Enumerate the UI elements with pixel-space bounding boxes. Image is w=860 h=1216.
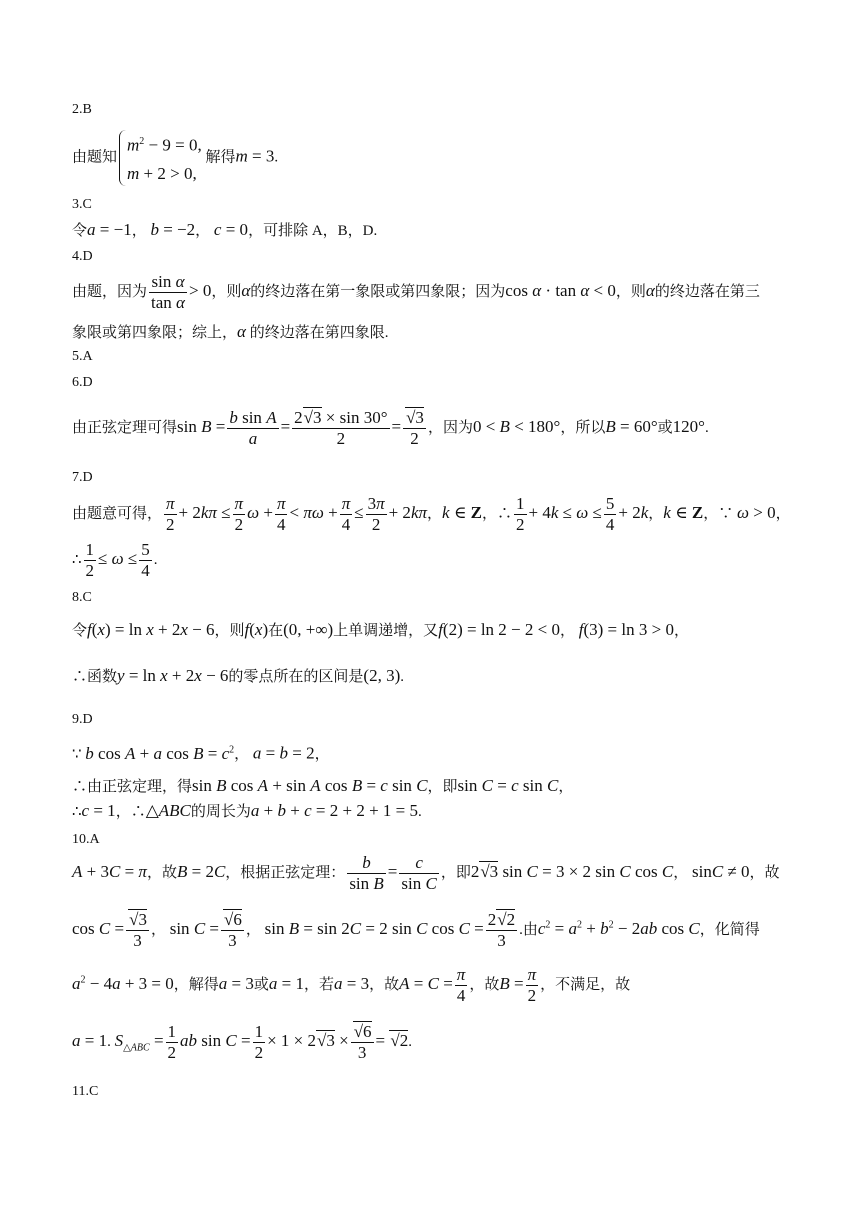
solution-10-text: .由 [519,921,538,938]
solution-10-text: ，若 [304,976,335,993]
answer-7: 7.D [72,470,93,485]
solution-4-line2: 象限或第四象限；综上，α 的终边落在第四象限. [72,322,389,341]
solution-10-text: ，故 [369,976,400,993]
solution-9-text: 的周长为 [190,804,251,820]
solution-10-line4: a = 1. $S_{\triangle ABC}$ = $\frac{1}{2}$ ab sin C = $\frac{1}{2}$ × 1 × 2√3 × $\frac{√6}{3}$ = √2. [72,1022,412,1062]
solution-9-line3: ∴c = 1，∴△ABC的周长为a + b + c = 2 + 2 + 1 = 5. [72,801,422,820]
solution-6: 由正弦定理可得sin B = $\frac{\text{b sin A}}{a}$ = $\frac{2√3 \times \sin 30^\circ}{2}$ = $\frac{√3}{2}$ ，因为0 < B < 180°，所以B = 60°或120°. [72,408,709,448]
solution-6-text: ，因为 [427,419,473,436]
solution-8-text: 的零点所在的区间是 [228,669,364,685]
solution-10-text: ，不满足，故 [540,976,631,993]
solution-8-text: ，则 [214,623,245,639]
solution-8-text: 上单调递增，又 [333,623,439,639]
answer-6: 6.D [72,375,93,390]
solution-7: 由题意可得， $\frac{\pi}{2}$ + 2kπ ≤ $\frac{\pi}{2}$ ω + $\frac{\pi}{4}$ < πω + $\frac{\pi}{4}$ ≤ $\frac{3\pi}{2}$ + 2kπ，k ∈ Z，∴ $\frac{1}{2}$ + 4k ≤ ω ≤ $\frac{5}{4}$ + 2k，k ∈ Z，∵ ω > 0， [72,494,791,534]
answer-11: 11.C [72,1084,99,1099]
solution-9-text: ，∴ [115,804,146,820]
solution-9-line2: ∴由正弦定理，得sin B cos A + sin A cos B = c sin C，即sin C = c sin C， [72,776,574,795]
solution-10-line3: $a^2 - 4a + 3 = 0$，解得a = 3或a = 1，若a = 3，故A = C = $\frac{\pi}{4}$ ，故B = $\frac{\pi}{2}$ ，不满足，故 [72,965,631,1005]
solution-6-text: 由正弦定理可得 [72,419,178,436]
solution-10-line2: cos C = $\frac{√3}{3}$ ， sin C = $\frac{√6}{3}$ ， sin B = sin 2C = 2 sin C cos C = $\frac{2√2}{3}$ .由$c^2 = a^2 + b^2 - 2ab$ cos C，化简得 [72,910,760,950]
answer-2: 2.B [72,102,92,117]
solution-6-text: 或 [657,419,673,436]
solution-3-text: ，可排除 A，B，D. [248,223,378,239]
solution-10-text: ，故 [146,864,177,881]
solution-10: A + 3C = π，故B = 2C，根据正弦定理： $\frac{b}{\text{sin B}}$ = $\frac{c}{\text{sin C}}$ ，即2√3 sin C = 3 × 2 sin C cos C， sinC ≠ 0，故 [72,853,780,893]
solution-4-text: 的终边落在第三 [654,283,760,300]
fraction: $\frac{\text{sin α}}{\text{tan α}}$ [151,272,185,312]
solution-10-text: 或 [253,976,269,993]
solution-10-text: ，解得 [173,976,219,993]
solution-7-line2: ∴ $\frac{1}{2}$ ≤ ω ≤ $\frac{5}{4}$ . [72,540,158,580]
solution-2: 由题知 $m^2 - 9 = 0$, m + 2 > 0, 解得m = 3. [72,128,278,188]
solution-4-text: 的终边落在第四象限. [249,325,389,341]
solution-9: ∵ b cos A + a $\cos B = c^2$， a = b = 2， [72,743,330,763]
solution-4-text: ，则 [211,283,242,300]
answer-5: 5.A [72,349,93,364]
solution-10-text: ，故 [749,864,780,881]
solution-6-text: ，所以 [560,419,606,436]
equation-system: $m^2 - 9 = 0$, m + 2 > 0, [117,128,202,188]
answer-8: 8.C [72,590,92,605]
solution-8-text: ∴函数 [72,669,118,685]
solution-2-text: 解得 [205,149,236,166]
solution-4-text: 的终边落在第一象限或第四象限；因为 [250,283,506,300]
solution-9-text: ∴由正弦定理，得 [72,779,193,795]
solution-10-text: ，即 [440,864,471,881]
solution-4: 由题，因为 $\frac{\text{sin α}}{\text{tan α}}$ > 0，则α的终边落在第一象限或第四象限；因为cos α · tan α < 0，则α的终边落在第三 [72,272,760,312]
answer-10: 10.A [72,832,100,847]
solution-10-text: ，根据正弦定理： [225,864,346,881]
solution-10-text: ，故 [469,976,500,993]
answer-9: 9.D [72,712,93,727]
solution-4-text: 象限或第四象限；综上， [72,325,238,341]
solution-4-text: ，则 [615,283,646,300]
solution-8: 令f(x) = ln x + 2x − 6，则f(x)在(0, +∞)上单调递增，又f(2) = ln 2 − 2 < 0， f(3) = ln 3 > 0， [72,620,689,639]
answer-3: 3.C [72,197,92,212]
solution-8-text: 在 [268,623,284,639]
solution-3-text: 令 [72,223,88,239]
solution-8-line2: ∴函数y = ln x + 2x − 6的零点所在的区间是(2, 3). [72,666,404,685]
solution-7-text: 由题意可得， [72,505,163,522]
solution-10-text: ，化简得 [699,921,760,938]
solution-3: 令a = −1， b = −2， c = 0，可排除 A，B，D. [72,220,378,239]
solution-9-text: ，即 [427,779,458,795]
solution-4-text: 由题，因为 [72,283,148,300]
solution-2-text: 由题知 [72,149,118,166]
answer-4: 4.D [72,249,93,264]
solution-8-text: 令 [72,623,88,639]
